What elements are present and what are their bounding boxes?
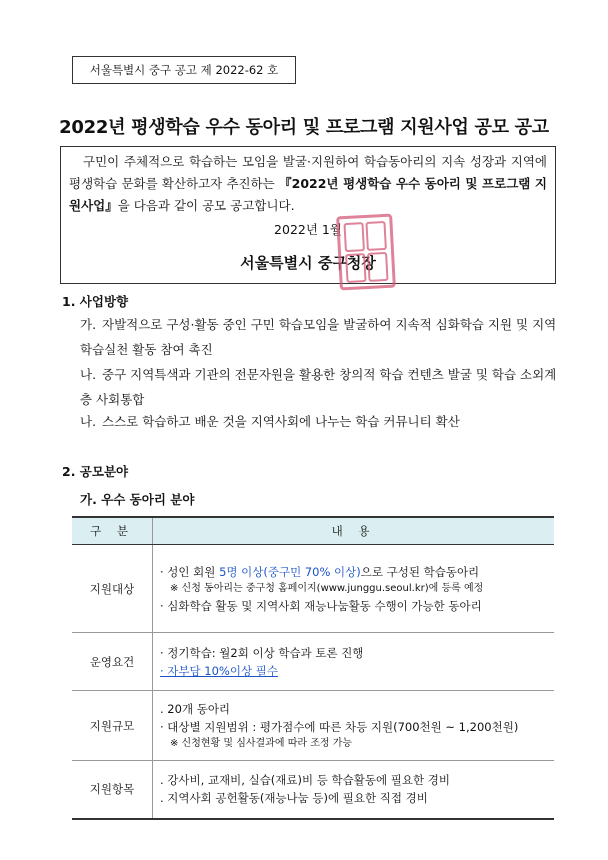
table-header-category: 구 분 [72, 517, 153, 545]
row-content [153, 691, 555, 761]
list-item [80, 362, 558, 412]
row-content [153, 545, 555, 633]
row-content [153, 761, 555, 819]
page-title: 2022년 평생학습 우수 동아리 및 프로그램 지원사업 공모 공고 [59, 117, 549, 138]
content-line: . 20개 동아리 [160, 701, 231, 716]
notice-number: 서울특별시 중구 공고 제 2022-62 호 [72, 56, 296, 84]
table-row [72, 633, 554, 691]
seal-glyph [365, 221, 386, 251]
row-category: 운영요건 [72, 633, 153, 691]
seal-glyph [343, 222, 364, 252]
seal-glyph [367, 252, 388, 282]
content-line: · 심화학습 활동 및 지역사회 재능나눔활동 수행이 가능한 동아리 [160, 598, 482, 613]
row-category: 지원규모 [72, 691, 153, 761]
list-item [80, 312, 558, 362]
content-line: . 지역사회 공헌활동(재능나눔 등)에 필요한 직접 경비 [160, 791, 428, 806]
announcement-date: 2022년 1월 [274, 222, 342, 237]
list-marker: 나. [80, 367, 97, 382]
content-text: 으로 구성된 학습동아리 [360, 564, 480, 579]
subsection-heading: 가. 우수 동아리 분야 [80, 492, 195, 507]
row-category: 지원항목 [72, 761, 153, 819]
table-row [72, 691, 554, 761]
list-item-text: 자발적으로 구성·활동 중인 구민 학습모임을 발굴하여 지속적 심화학습 지원 및 지역 학습실천 활동 참여 촉진 [80, 317, 557, 357]
row-category: 지원대상 [72, 545, 153, 633]
list-item [80, 409, 558, 434]
content-line [154, 563, 553, 581]
intro-paragraph [69, 151, 547, 217]
content-text: · 성인 회원 [160, 564, 220, 579]
intro-program-name: 『2022년 평생학습 우수 동아리 및 프로그램 지원사업』 [69, 176, 547, 213]
content-note: ※ 신청현황 및 심사결과에 따라 조정 가능 [170, 737, 353, 749]
section-2-heading: 2. 공모분야 [62, 464, 129, 479]
row-content [153, 633, 555, 691]
table-row [72, 545, 554, 633]
content-line: · 정기학습: 월2회 이상 학습과 토론 진행 [160, 645, 364, 660]
table-header-row [72, 517, 554, 545]
content-line-highlight: · 자부담 10%이상 필수 [160, 663, 278, 678]
issuing-office: 서울특별시 중구청장 [240, 254, 376, 272]
seal-glyph [345, 253, 366, 283]
content-line: · 대상별 지원범위 : 평가점수에 따른 차등 지원(700천원 ~ 1,200천원) [160, 719, 519, 734]
announcement-box [60, 146, 556, 284]
section-1-heading: 1. 사업방향 [62, 294, 129, 309]
list-item-text: 스스로 학습하고 배운 것을 지역사회에 나누는 학습 커뮤니티 확산 [102, 414, 460, 429]
list-marker: 가. [80, 317, 97, 332]
list-marker: 나. [80, 414, 97, 429]
highlight-text: 5명 이상(중구민 70% 이상) [219, 564, 361, 579]
support-table [72, 516, 554, 820]
content-note: ※ 신청 동아리는 중구청 홈페이지(www.junggu.seoul.kr)에 등록 예정 [170, 582, 484, 594]
content-line: . 강사비, 교재비, 실습(재료)비 등 학습활동에 필요한 경비 [160, 773, 450, 788]
intro-text-2: 을 다음과 같이 공모 공고합니다. [117, 198, 295, 213]
table-row [72, 761, 554, 819]
intro-text-1: 구민이 주체적으로 학습하는 모임을 발굴·지원하여 학습동아리의 지속 성장과 지역에 평생학습 문화를 확산하고자 추진하는 [69, 154, 548, 191]
list-item-text: 중구 지역특색과 기관의 전문자원을 활용한 창의적 학습 컨텐츠 발굴 및 학습 소외계층 사회통합 [80, 367, 557, 407]
official-seal-stamp [336, 214, 396, 291]
table-header-content: 내 용 [153, 517, 555, 545]
